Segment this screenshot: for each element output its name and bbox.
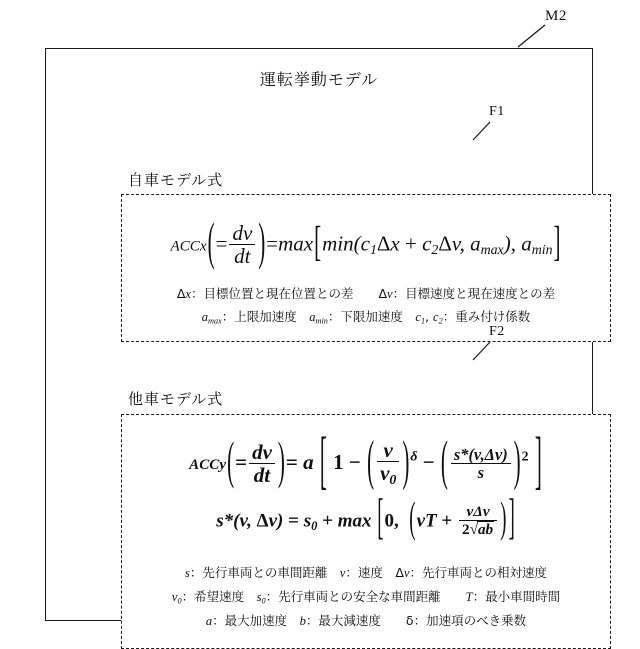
bracket-close-icon: ] [508, 491, 515, 547]
formula-f2-lhs: ACCy [189, 457, 227, 474]
legend-f2-line2: $v_0$：希望速度 $s_0$：先行車両との安全な車間距離 T：最小車間時間 [171, 589, 561, 606]
section-heading-other-vehicle: 他車モデル式 [128, 390, 224, 408]
formula-f1-lhs: ACCx [170, 238, 207, 255]
figure-label-m2: M2 [545, 8, 567, 24]
bracket-open-icon: [ [314, 217, 322, 266]
legend-f2-line3: a：最大加速度 b：最大減速度 δ：加速項のべき乗数 [205, 613, 527, 628]
leader-line-f1 [470, 121, 492, 141]
paren-close-icon: ) [500, 495, 507, 544]
fraction-dv-dt: $\frac{dv}{dt}$ [229, 222, 255, 267]
bracket-close-icon: ] [534, 422, 542, 498]
leader-line-m2 [516, 24, 546, 48]
paren-open-icon: ( [409, 495, 416, 544]
leader-line-f2 [470, 341, 492, 361]
figure-label-f2: F2 [489, 324, 505, 339]
fraction-v-v0: $\frac{v}{v_0}$ [377, 439, 399, 487]
fraction-dv-dt: $\frac{dv}{dt}$ [249, 441, 275, 486]
paren-close-icon: ) [402, 429, 410, 492]
formula-box-f1 [121, 194, 611, 342]
figure-label-f1: F1 [489, 104, 505, 119]
paren-close-icon: ) [258, 212, 266, 272]
formula-f1: ACCx(= $\frac{dv}{dt}$ )$=\max[\min(c_1\Delta x + c_2\Delta v$, $a_{max}$), $a_{min}$] [122, 223, 610, 268]
paren-open-icon: ( [367, 429, 375, 492]
legend-f1-line2: $a_{max}$：上限加速度 $a_{min}$：下限加速度 $c_1$, $c_2$：重み付け係数 [201, 309, 531, 326]
legend-f1-line1: Δx：目標位置と現在位置との差 Δv：目標速度と現在速度との差 [176, 286, 556, 301]
bracket-open-icon: [ [319, 422, 327, 498]
paren-open-icon: ( [207, 212, 215, 272]
legend-f2-line1: s：先行車両との車間距離 v：速度 Δv：先行車両との相対速度 [184, 565, 548, 580]
bracket-close-icon: ] [553, 217, 561, 266]
paren-close-icon: ) [513, 429, 521, 492]
model-outer-box [45, 48, 593, 628]
fraction-vdv-2sqrtab: $\frac{\text{vΔv}}{2√ab}$ [459, 504, 497, 538]
formula-box-f2 [121, 414, 611, 649]
page-title: 運転挙動モデル [259, 70, 379, 89]
sqrt-icon: √ [469, 520, 478, 538]
section-heading-own-vehicle: 自車モデル式 [128, 171, 224, 189]
paren-close-icon: ) [277, 430, 285, 490]
paren-open-icon: ( [227, 430, 235, 490]
bracket-open-icon: [ [377, 491, 384, 547]
paren-open-icon: ( [440, 429, 448, 492]
formula-f2-main: ACCy(= $\frac{dv}{dt}$ )= a [ 1 − ( $\frac{v}{v_0}$ )$^\delta$ − ( $\frac{s*(v,\Delta v)}{s}$ )$^2$ ] [122, 440, 610, 488]
fraction-sstar-s: $\frac{s*(v,\Delta v)}{s}$ [451, 446, 511, 481]
formula-f2-sstar: s*(v, $\Delta v) = s_0 + \max [0$, (vT + $\frac{\text{vΔv}}{2√ab}$ ) ] [122, 505, 610, 539]
